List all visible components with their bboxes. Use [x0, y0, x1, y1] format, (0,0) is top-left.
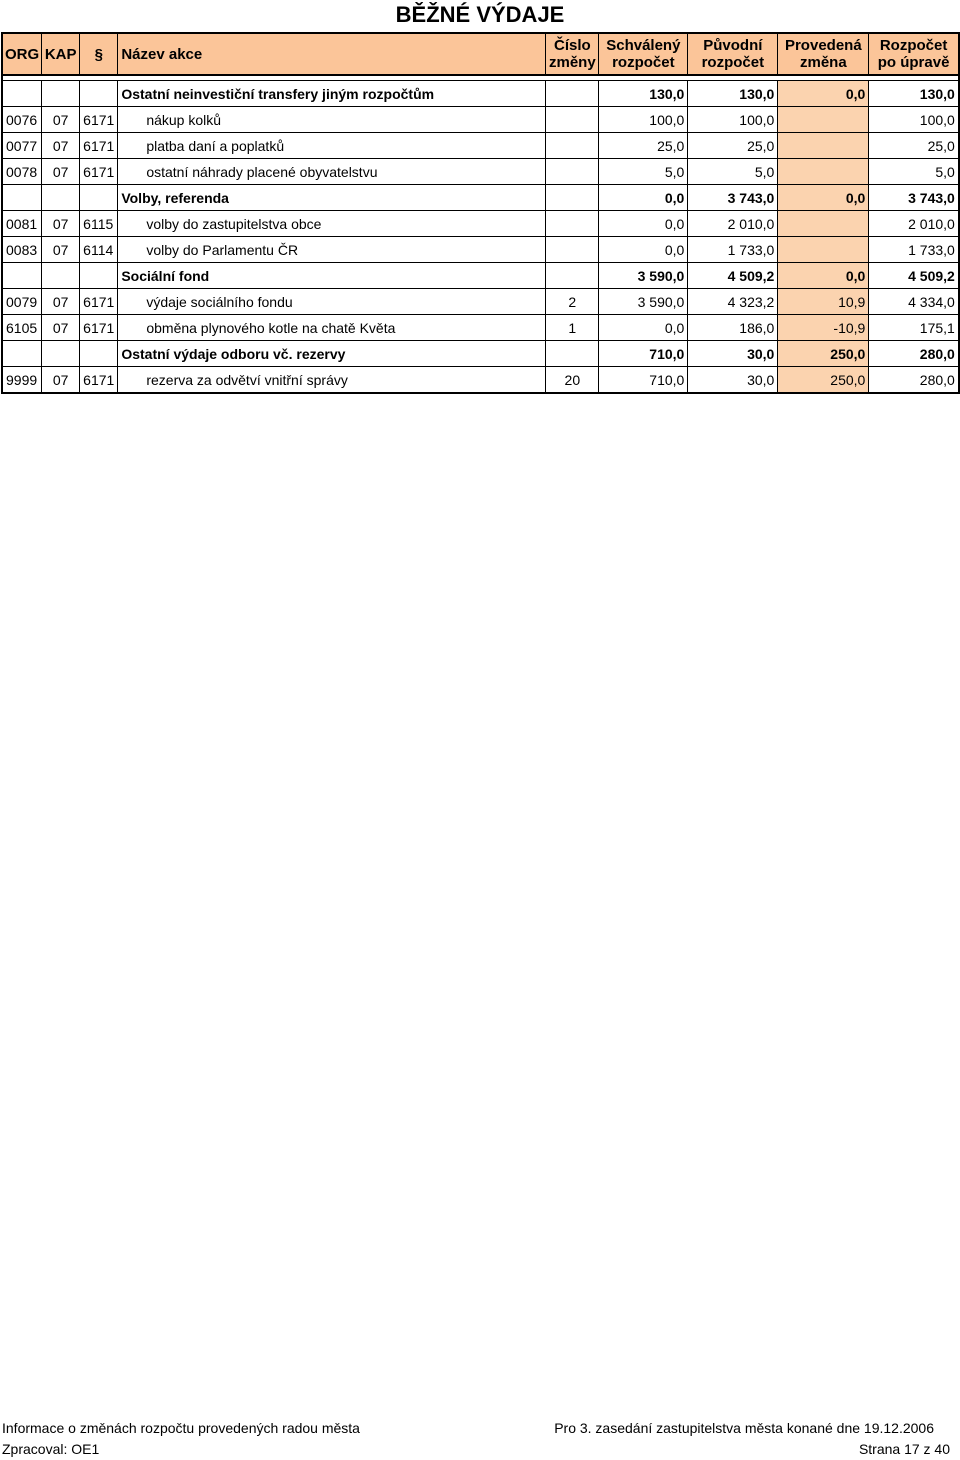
cell-par: 6171: [80, 133, 118, 159]
cell-cislo: [546, 133, 599, 159]
table-body: [2, 75, 959, 393]
cell-upraveny: 4 334,0: [869, 289, 959, 315]
cell-schvaleny: 3 590,0: [599, 289, 688, 315]
cell-schvaleny: 710,0: [599, 341, 688, 367]
cell-name: platba daní a poplatků: [118, 133, 546, 159]
col-header-puvodni: [688, 33, 778, 75]
table-row: [2, 211, 959, 237]
cell-zmena: -10,9: [778, 315, 869, 341]
col-header-schvaleny-line2: rozpočet: [612, 54, 675, 71]
cell-org: [2, 81, 42, 107]
cell-upraveny: 2 010,0: [869, 211, 959, 237]
cell-puvodni: 100,0: [688, 107, 778, 133]
cell-upraveny: 280,0: [869, 341, 959, 367]
budget-table: [1, 32, 960, 394]
cell-schvaleny: 0,0: [599, 211, 688, 237]
cell-kap: 07: [42, 289, 80, 315]
cell-org: 6105: [2, 315, 42, 341]
cell-org: [2, 263, 42, 289]
cell-name: rezerva za odvětví vnitřní správy: [118, 367, 546, 394]
cell-upraveny: 175,1: [869, 315, 959, 341]
cell-name: nákup kolků: [118, 107, 546, 133]
cell-name: obměna plynového kotle na chatě Květa: [118, 315, 546, 341]
cell-upraveny: 1 733,0: [869, 237, 959, 263]
cell-par: 6171: [80, 107, 118, 133]
cell-upraveny: 5,0: [869, 159, 959, 185]
table-row: [2, 315, 959, 341]
cell-kap: 07: [42, 315, 80, 341]
cell-org: [2, 185, 42, 211]
cell-zmena: [778, 211, 869, 237]
cell-zmena: [778, 133, 869, 159]
page-title: BĚŽNÉ VÝDAJE: [395, 2, 565, 27]
cell-par: 6171: [80, 159, 118, 185]
cell-kap: [42, 263, 80, 289]
cell-cislo: 1: [546, 315, 599, 341]
cell-cislo: [546, 341, 599, 367]
cell-zmena: 0,0: [778, 81, 869, 107]
cell-par: 6114: [80, 237, 118, 263]
cell-name: volby do Parlamentu ČR: [118, 237, 546, 263]
cell-kap: 07: [42, 133, 80, 159]
table-row: [2, 237, 959, 263]
cell-puvodni: 30,0: [688, 367, 778, 394]
table-row: [2, 289, 959, 315]
cell-zmena: [778, 237, 869, 263]
table-header-row: [2, 33, 959, 75]
cell-cislo: 20: [546, 367, 599, 394]
footer-page-number: Strana 17 z 40: [858, 1441, 950, 1457]
cell-name: Volby, referenda: [118, 185, 546, 211]
col-header-kap: KAP: [42, 33, 80, 75]
cell-schvaleny: 0,0: [599, 315, 688, 341]
cell-cislo: [546, 81, 599, 107]
cell-par: 6171: [80, 289, 118, 315]
cell-zmena: 10,9: [778, 289, 869, 315]
col-header-rozpocet-line1: Rozpočet: [879, 37, 948, 54]
cell-puvodni: 3 743,0: [688, 185, 778, 211]
cell-par: [80, 263, 118, 289]
footer-author: Zpracoval: OE1: [2, 1441, 100, 1457]
cell-zmena: 0,0: [778, 263, 869, 289]
cell-upraveny: 3 743,0: [869, 185, 959, 211]
cell-kap: [42, 81, 80, 107]
table-row-group: [2, 81, 959, 107]
cell-puvodni: 30,0: [688, 341, 778, 367]
cell-upraveny: 100,0: [869, 107, 959, 133]
cell-kap: 07: [42, 367, 80, 394]
col-header-puvodni-line2: rozpočet: [701, 54, 765, 71]
cell-kap: 07: [42, 211, 80, 237]
cell-name: Ostatní neinvestiční transfery jiným rozpočtům: [118, 81, 546, 107]
cell-puvodni: 1 733,0: [688, 237, 778, 263]
cell-zmena: 250,0: [778, 341, 869, 367]
col-header-name: Název akce: [118, 33, 546, 75]
cell-upraveny: 4 509,2: [869, 263, 959, 289]
cell-puvodni: 130,0: [688, 81, 778, 107]
cell-org: 0077: [2, 133, 42, 159]
cell-puvodni: 4 509,2: [688, 263, 778, 289]
cell-puvodni: 186,0: [688, 315, 778, 341]
col-header-provedena: [778, 33, 869, 75]
cell-org: 9999: [2, 367, 42, 394]
cell-name: ostatní náhrady placené obyvatelstvu: [118, 159, 546, 185]
cell-zmena: 0,0: [778, 185, 869, 211]
col-header-schvaleny-line1: Schválený: [606, 37, 681, 54]
cell-org: 0083: [2, 237, 42, 263]
cell-org: 0078: [2, 159, 42, 185]
cell-upraveny: 280,0: [869, 367, 959, 394]
cell-zmena: [778, 159, 869, 185]
cell-org: [2, 341, 42, 367]
cell-kap: 07: [42, 159, 80, 185]
cell-name: volby do zastupitelstva obce: [118, 211, 546, 237]
col-header-cislo: [546, 33, 599, 75]
cell-name: Ostatní výdaje odboru vč. rezervy: [118, 341, 546, 367]
cell-schvaleny: 0,0: [599, 237, 688, 263]
cell-name: výdaje sociálního fondu: [118, 289, 546, 315]
col-header-cislo-line1: Číslo: [553, 37, 591, 54]
cell-kap: [42, 185, 80, 211]
col-header-cislo-line2: změny: [548, 54, 596, 71]
cell-par: [80, 185, 118, 211]
footer-info: Informace o změnách rozpočtu provedených radou města: [2, 1420, 360, 1436]
cell-par: 6171: [80, 367, 118, 394]
table-row: [2, 159, 959, 185]
table-row-group: [2, 341, 959, 367]
cell-upraveny: 25,0: [869, 133, 959, 159]
table-row: [2, 107, 959, 133]
cell-cislo: [546, 159, 599, 185]
cell-par: [80, 81, 118, 107]
col-header-rozpocet-line2: po úpravě: [877, 54, 950, 71]
cell-schvaleny: 3 590,0: [599, 263, 688, 289]
cell-cislo: [546, 211, 599, 237]
cell-cislo: [546, 263, 599, 289]
cell-org: 0081: [2, 211, 42, 237]
cell-kap: 07: [42, 237, 80, 263]
table-row: [2, 367, 959, 394]
table-row: [2, 133, 959, 159]
cell-cislo: 2: [546, 289, 599, 315]
col-header-schvaleny: [599, 33, 688, 75]
cell-schvaleny: 25,0: [599, 133, 688, 159]
cell-schvaleny: 5,0: [599, 159, 688, 185]
cell-kap: 07: [42, 107, 80, 133]
cell-kap: [42, 341, 80, 367]
cell-name: Sociální fond: [118, 263, 546, 289]
cell-schvaleny: 0,0: [599, 185, 688, 211]
cell-schvaleny: 710,0: [599, 367, 688, 394]
col-header-par: §: [80, 33, 118, 75]
cell-cislo: [546, 185, 599, 211]
cell-org: 0079: [2, 289, 42, 315]
table-row-group: [2, 263, 959, 289]
cell-puvodni: 4 323,2: [688, 289, 778, 315]
col-header-rozpocet: [869, 33, 959, 75]
cell-puvodni: 25,0: [688, 133, 778, 159]
cell-par: [80, 341, 118, 367]
cell-org: 0076: [2, 107, 42, 133]
col-header-provedena-line1: Provedená: [784, 37, 862, 54]
cell-upraveny: 130,0: [869, 81, 959, 107]
col-header-puvodni-line1: Původní: [703, 37, 763, 54]
cell-puvodni: 2 010,0: [688, 211, 778, 237]
cell-schvaleny: 100,0: [599, 107, 688, 133]
col-header-org: ORG: [2, 33, 42, 75]
cell-puvodni: 5,0: [688, 159, 778, 185]
table-row-group: [2, 185, 959, 211]
cell-schvaleny: 130,0: [599, 81, 688, 107]
col-header-provedena-line2: změna: [799, 54, 847, 71]
cell-cislo: [546, 237, 599, 263]
cell-zmena: 250,0: [778, 367, 869, 394]
cell-cislo: [546, 107, 599, 133]
cell-zmena: [778, 107, 869, 133]
footer-meeting: Pro 3. zasedání zastupitelstva města konané dne 19.12.2006: [554, 1420, 934, 1436]
cell-par: 6115: [80, 211, 118, 237]
cell-par: 6171: [80, 315, 118, 341]
